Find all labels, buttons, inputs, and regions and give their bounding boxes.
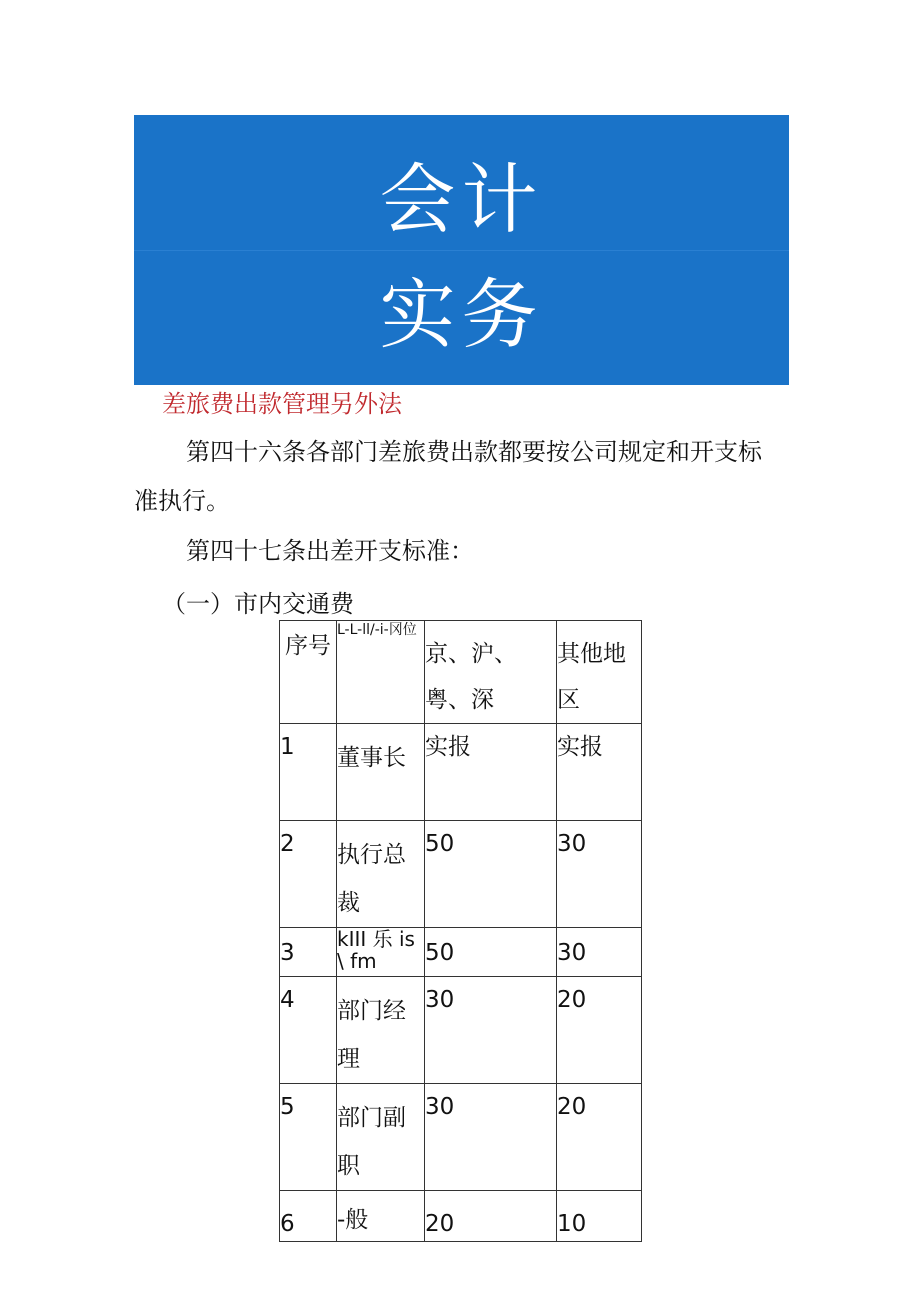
row-seq: 6 xyxy=(280,1211,295,1237)
section-title: 差旅费出款管理另外法 xyxy=(162,390,402,418)
header-big-cities xyxy=(425,621,557,724)
row-seq: 3 xyxy=(280,940,295,966)
header-position-label: L-L-ll/-i-冈位 xyxy=(337,622,417,638)
row-position: 执行总裁 xyxy=(337,842,406,916)
cell-other-regions xyxy=(557,1191,642,1242)
cell-other-regions xyxy=(557,1084,642,1191)
header-big-cities-label: 京、沪、粤、深 xyxy=(425,641,517,713)
row-seq: 4 xyxy=(280,987,295,1013)
row-position: -般 xyxy=(337,1207,369,1233)
article-46-line1: 第四十六条各部门差旅费出款都要按公司规定和开支标 xyxy=(186,438,762,466)
row-other-regions: 30 xyxy=(557,940,587,966)
table-row xyxy=(280,1084,642,1191)
cell-seq xyxy=(280,821,337,928)
row-position: kIII 乐 is \ fm xyxy=(337,927,415,973)
row-big-cities: 50 xyxy=(425,831,455,857)
row-seq: 5 xyxy=(280,1094,295,1120)
banner-title-line2: 实务 xyxy=(379,270,544,359)
transport-fee-table xyxy=(279,620,642,1242)
row-other-regions: 30 xyxy=(557,831,587,857)
row-big-cities: 实报 xyxy=(425,734,471,760)
cell-other-regions xyxy=(557,928,642,977)
row-other-regions: 20 xyxy=(557,1094,587,1120)
article-46-line2: 准执行。 xyxy=(134,487,230,515)
subsection-title: （一）市内交通费 xyxy=(162,590,354,618)
cell-seq xyxy=(280,1084,337,1191)
header-other-regions-label: 其他地区 xyxy=(557,641,626,713)
row-other-regions: 10 xyxy=(557,1211,587,1237)
cell-position xyxy=(337,821,425,928)
row-other-regions: 实报 xyxy=(557,734,603,760)
row-big-cities: 30 xyxy=(425,1094,455,1120)
header-other-regions xyxy=(557,621,642,724)
table-row xyxy=(280,821,642,928)
cell-seq xyxy=(280,1191,337,1242)
cell-other-regions xyxy=(557,977,642,1084)
header-position xyxy=(337,621,425,724)
cell-position xyxy=(337,977,425,1084)
row-position: 董事长 xyxy=(337,745,406,771)
row-position: 部门经理 xyxy=(337,998,406,1072)
cell-position xyxy=(337,1191,425,1242)
banner-divider xyxy=(134,250,789,251)
table-row xyxy=(280,724,642,821)
row-seq: 1 xyxy=(280,734,295,760)
header-seq-label: 序号 xyxy=(285,633,331,659)
cell-seq xyxy=(280,977,337,1084)
cell-position xyxy=(337,724,425,821)
table-row xyxy=(280,928,642,977)
cell-big-cities xyxy=(425,724,557,821)
row-seq: 2 xyxy=(280,831,295,857)
cell-big-cities xyxy=(425,1191,557,1242)
row-other-regions: 20 xyxy=(557,987,587,1013)
table-header-row xyxy=(280,621,642,724)
article-47: 第四十七条出差开支标准： xyxy=(186,537,474,565)
cell-big-cities xyxy=(425,821,557,928)
cell-big-cities xyxy=(425,928,557,977)
header-seq xyxy=(280,621,337,724)
row-big-cities: 50 xyxy=(425,940,455,966)
cell-position xyxy=(337,1084,425,1191)
cell-position xyxy=(337,928,425,977)
cell-seq xyxy=(280,724,337,821)
table-row xyxy=(280,1191,642,1242)
cell-big-cities xyxy=(425,1084,557,1191)
cell-other-regions xyxy=(557,724,642,821)
cell-seq xyxy=(280,928,337,977)
cell-big-cities xyxy=(425,977,557,1084)
row-position: 部门副职 xyxy=(337,1105,406,1179)
row-big-cities: 20 xyxy=(425,1211,455,1237)
cell-other-regions xyxy=(557,821,642,928)
row-big-cities: 30 xyxy=(425,987,455,1013)
banner-title-line1: 会计 xyxy=(379,155,544,244)
table-row xyxy=(280,977,642,1084)
